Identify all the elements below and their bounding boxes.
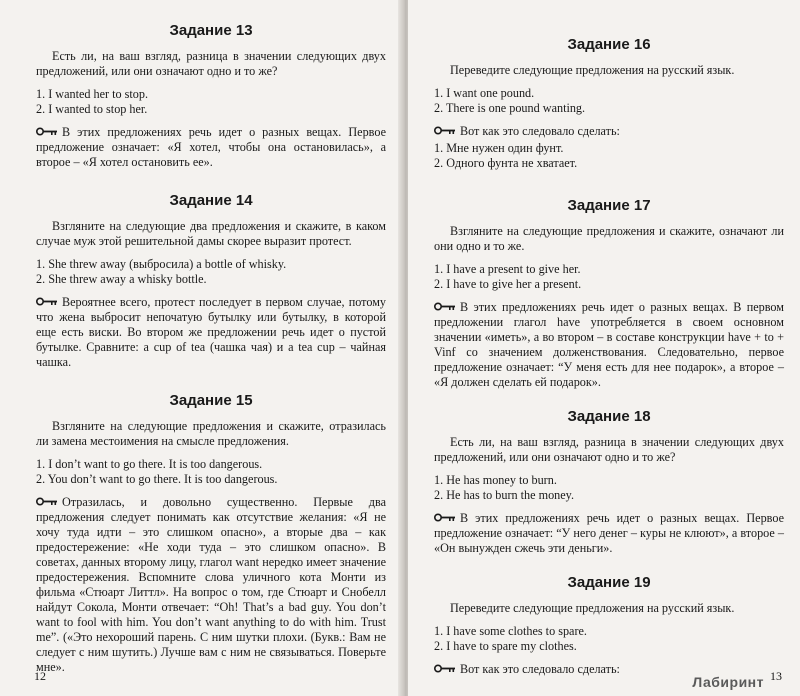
- task-18-title: Задание 18: [567, 408, 651, 425]
- answer-text: В этих предложениях речь идет о разных вещах. Первое предложение означает: “У него денег – куры не клюют», а второе – «Он вынужден сжечь эти деньги».: [434, 511, 784, 555]
- task-13-list: [36, 87, 386, 117]
- task-19-prompt: Переведите следующие предложения на русский язык.: [450, 601, 735, 615]
- key-icon: [36, 497, 58, 506]
- task-14-list: [36, 257, 386, 287]
- task-19-title: Задание 19: [567, 574, 651, 591]
- task-13-prompt: Есть ли, на ваш взгляд, разница в значении следующих двух предложений, или они означают одно и то же?: [36, 49, 386, 78]
- list-item: 1. I don’t want to go there. It is too dangerous.: [36, 457, 263, 471]
- task-18-prompt: Есть ли, на ваш взгляд, разница в значении следующих двух предложений, или они означают одно и то же?: [434, 435, 784, 464]
- list-item: 2. I have to give her a present.: [434, 277, 582, 291]
- task-13-title: Задание 13: [169, 22, 253, 39]
- page-number: 12: [34, 669, 46, 683]
- key-icon: [434, 126, 456, 135]
- task-15-answer: [36, 495, 386, 675]
- task-17-list: [434, 262, 784, 292]
- list-item: 1. I want one pound.: [434, 86, 535, 100]
- answer-text: В этих предложениях речь идет о разных вещах. Первое предложение означает: «Я хотел, чтобы она остановилась», а второе – «Я хотел остановить ее».: [36, 125, 386, 169]
- task-17-answer: [434, 300, 784, 390]
- list-item: 2. Одного фунта не хватает.: [434, 156, 578, 170]
- list-item: 1. I have a present to give her.: [434, 262, 581, 276]
- key-icon: [434, 302, 456, 311]
- list-item: 1. Мне нужен один фунт.: [434, 141, 564, 155]
- list-item: 1. I have some clothes to spare.: [434, 624, 587, 638]
- key-icon: [434, 513, 456, 522]
- task-13-answer: [36, 125, 386, 170]
- list-item: 2. She threw away a whisky bottle.: [36, 272, 207, 286]
- task-15-title: Задание 15: [169, 392, 253, 409]
- answer-text: Вероятнее всего, протест последует в первом случае, потому что жена выбросит непочатую бутылку или бутылку, в которой еще есть виски. Во втором же предложении речь идет о пустой бутылке. Сравните: a cup of tea (чашка чая) и a tea cup – чайная чашка.: [36, 295, 386, 369]
- answer-text: Вот как это следовало сделать:: [460, 124, 620, 138]
- list-item: 2. I have to spare my clothes.: [434, 639, 577, 653]
- task-16-list: [434, 86, 784, 116]
- key-icon: [36, 297, 58, 306]
- answer-text: В этих предложениях речь идет о разных вещах. В первом предложении глагол have употребляется в своем основном значении «иметь», а во втором – в составе конструкции have + to + Vinf со значением долженствования. Следовательно, первое предложение означает: “У меня есть для нее подарок», а второе – «Я должен сделать ей подарок».: [434, 300, 784, 389]
- task-17-prompt: Взгляните на следующие предложения и скажите, означают ли они одно и то же.: [434, 224, 784, 253]
- task-14-title: Задание 14: [169, 192, 253, 209]
- right-page: [408, 0, 800, 696]
- task-15-list: [36, 457, 386, 487]
- task-15-prompt: Взгляните на следующие предложения и скажите, отразилась ли замена местоимения на смысле предложения.: [36, 419, 386, 448]
- task-18-answer: [434, 511, 784, 556]
- key-icon: [36, 127, 58, 136]
- list-item: 1. She threw away (выбросила) a bottle of whisky.: [36, 257, 287, 271]
- answer-text: Вот как это следовало сделать:: [460, 662, 620, 676]
- key-icon: [434, 664, 456, 673]
- task-16-answer: [434, 124, 784, 139]
- page-number: 13: [770, 669, 782, 683]
- task-18-list: [434, 473, 784, 503]
- answer-text: Отразилась, и довольно существенно. Первые два предложения следует понимать как отсутствие желания: «Я не хочу туда идти – это слишком опасно», а вторые два – как предостережение: «Не ходи туда – это слишком опасно». В советах, данных второму лицу, глагол want нередко имеет значение предостережения. Вспомните слова уличного кота Монти из фильма «Стюарт Литтл». На вопрос о том, где Стюарт и Снобелл найдут Сокола, Монти отвечает: “Oh! That’s a bad guy. You don’t want to fool with him. You don’t want anything to do with him. Trust me”. («Это нехороший парень. С ним шутки плохи. (Букв.: Вам не следует с ним шутить.) Лучше вам с ним не связываться. Поверьте мне».: [36, 495, 386, 674]
- list-item: 2. I wanted to stop her.: [36, 102, 148, 116]
- watermark: Лабиринт: [692, 674, 764, 690]
- list-item: 2. You don’t want to go there. It is too dangerous.: [36, 472, 278, 486]
- task-16-answer-list: [434, 141, 784, 171]
- list-item: 2. There is one pound wanting.: [434, 101, 586, 115]
- task-19-list: [434, 624, 784, 654]
- task-17-title: Задание 17: [567, 197, 651, 214]
- list-item: 1. I wanted her to stop.: [36, 87, 149, 101]
- task-14-answer: [36, 295, 386, 370]
- task-16-title: Задание 16: [567, 36, 651, 53]
- task-16-prompt: Переведите следующие предложения на русский язык.: [450, 63, 735, 77]
- task-14-prompt: Взгляните на следующие два предложения и скажите, в каком случае муж этой решительной дамы скорее выразит протест.: [36, 219, 386, 248]
- list-item: 2. He has to burn the money.: [434, 488, 575, 502]
- list-item: 1. He has money to burn.: [434, 473, 557, 487]
